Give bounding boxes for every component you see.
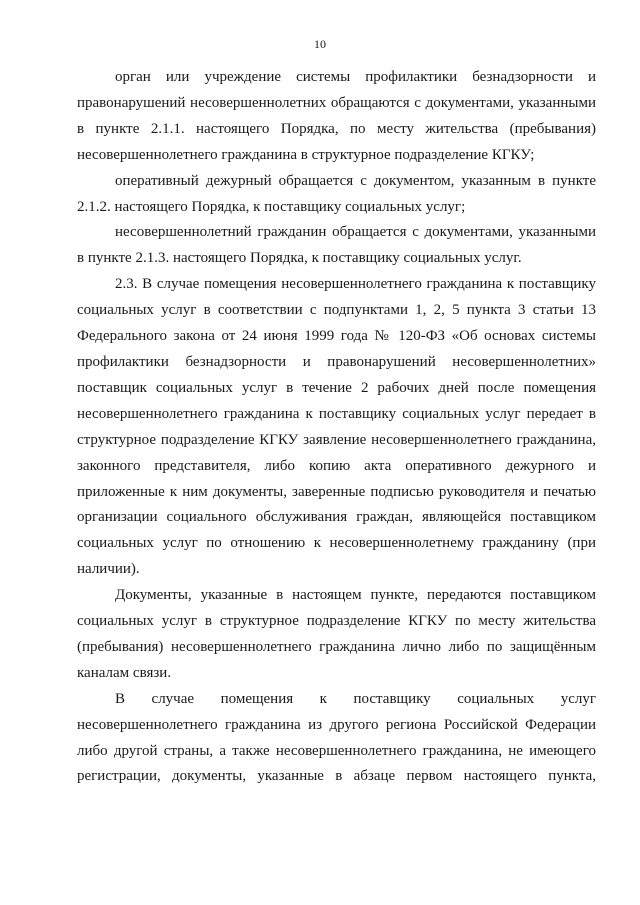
paragraph-organ: орган или учреждение системы профилактики безнадзорности и правонарушений несовершеннолетних обращаются с документами, указанными в пункте 2.1.1. настоящего Порядка, по месту жительства (пребывания) несовершеннолетнего гражданина в структурное подразделение КГКУ; — [77, 69, 596, 163]
paragraph-documents-transfer: Документы, указанные в настоящем пункте, передаются поставщиком социальных услуг в структурное подразделение КГКУ по месту жительства (пребывания) несовершеннолетнего гражданина лично либо по защищённым каналам связи. — [77, 587, 596, 681]
paragraph-2-3: 2.3. В случае помещения несовершеннолетнего гражданина к поставщику социальных услуг в соответствии с подпунктами 1, 2, 5 пункта 3 статьи 13 Федерального закона от 24 июня 1999 года № 120-ФЗ «Об основах системы профилактики безнадзорности и правонарушений несовершеннолетних» поставщик социальных услуг в течение 2 рабочих дней после помещения несовершеннолетнего гражданина к поставщику социальных услуг передает в структурное подразделение КГКУ заявление несовершеннолетнего гражданина, законного представителя, либо копию акта оперативного дежурного и приложенные к ним документы, заверенные подписью руководителя и печатью организации социального обслуживания граждан, являющейся поставщиком социальных услуг по отношению к несовершеннолетнему гражданину (при наличии). — [77, 276, 596, 578]
paragraph-duty-officer: оперативный дежурный обращается с документом, указанным в пункте 2.1.2. настоящего Порядка, к поставщику социальных услуг; — [77, 172, 596, 215]
paragraph-other-region: В случае помещения к поставщику социальных услуг несовершеннолетнего гражданина из другого региона Российской Федерации либо другой страны, а также несовершеннолетнего гражданина, не имеющего регистрации, документы, указанные в абзаце первом настоящего пункта, — [77, 690, 596, 785]
paragraph-minor-citizen: несовершеннолетний гражданин обращается с документами, указанными в пункте 2.1.3. настоящего Порядка, к поставщику социальных услуг. — [77, 224, 596, 267]
page-number: 10 — [314, 37, 326, 51]
document-body — [77, 65, 596, 790]
